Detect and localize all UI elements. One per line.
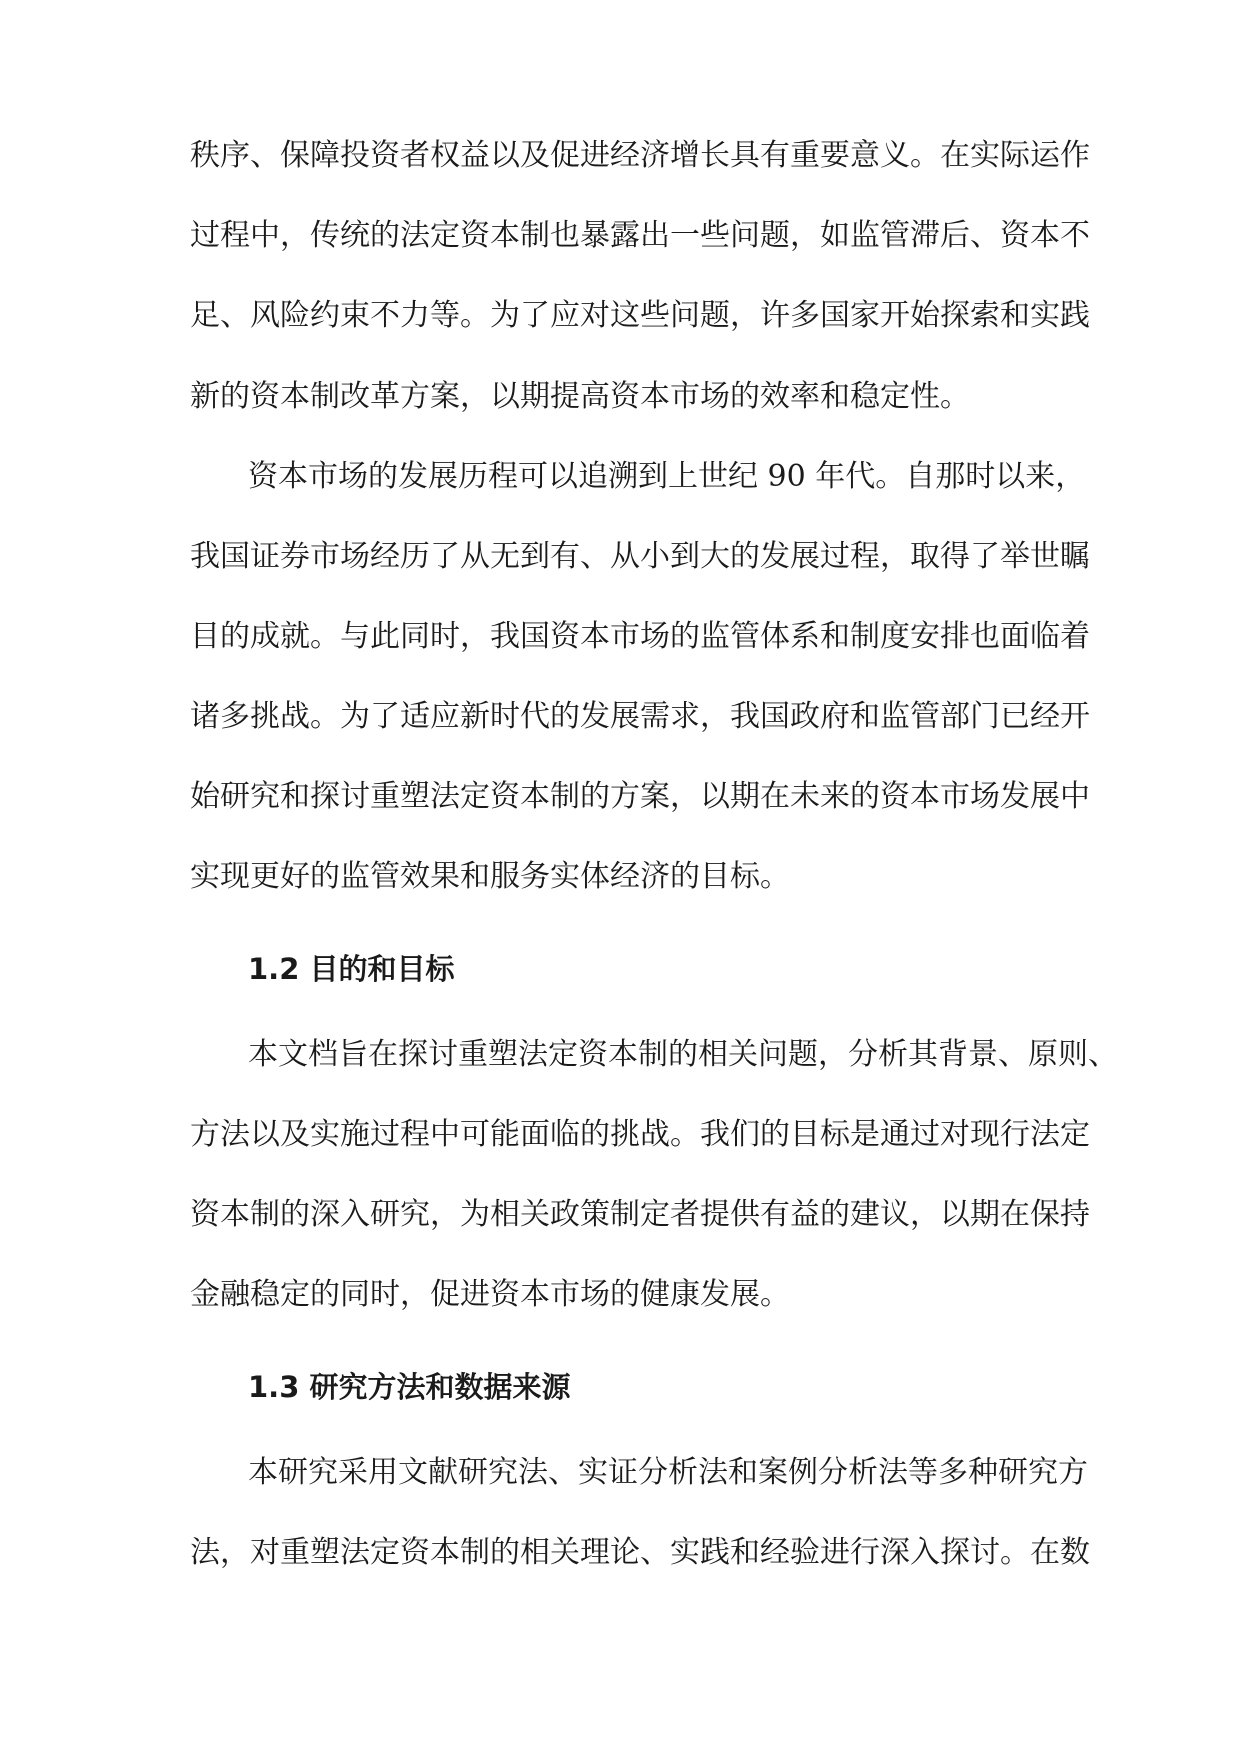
paragraph-1-line-2: 过程中，传统的法定资本制也暴露出一些问题，如监管滞后、资本不 bbox=[190, 218, 1090, 253]
paragraph-2-line-3: 目的成就。与此同时，我国资本市场的监管体系和制度安排也面临着 bbox=[190, 619, 1090, 654]
paragraph-1-line-3: 足、风险约束不力等。为了应对这些问题，许多国家开始探索和实践 bbox=[190, 298, 1090, 333]
paragraph-1-line-4: 新的资本制改革方案，以期提高资本市场的效率和稳定性。 bbox=[190, 379, 970, 414]
section-heading-1-3: 1.3 研究方法和数据来源 bbox=[248, 1370, 571, 1404]
section-1-2-line-4: 金融稳定的同时，促进资本市场的健康发展。 bbox=[190, 1277, 790, 1312]
paragraph-2-line-2: 我国证券市场经历了从无到有、从小到大的发展过程，取得了举世瞩 bbox=[190, 539, 1090, 574]
section-heading-1-2: 1.2 目的和目标 bbox=[248, 952, 455, 986]
paragraph-2-line-4: 诸多挑战。为了适应新时代的发展需求，我国政府和监管部门已经开 bbox=[190, 699, 1090, 734]
section-1-3-line-1: 本研究采用文献研究法、实证分析法和案例分析法等多种研究方 bbox=[248, 1455, 1088, 1490]
section-1-2-line-2: 方法以及实施过程中可能面临的挑战。我们的目标是通过对现行法定 bbox=[190, 1117, 1090, 1152]
section-1-2-line-1: 本文档旨在探讨重塑法定资本制的相关问题，分析其背景、原则、 bbox=[248, 1037, 1118, 1072]
paragraph-2-line-5: 始研究和探讨重塑法定资本制的方案，以期在未来的资本市场发展中 bbox=[190, 779, 1090, 814]
section-1-3-line-2: 法，对重塑法定资本制的相关理论、实践和经验进行深入探讨。在数 bbox=[190, 1535, 1090, 1570]
section-1-2-line-3: 资本制的深入研究，为相关政策制定者提供有益的建议，以期在保持 bbox=[190, 1197, 1090, 1232]
paragraph-2-line-1: 资本市场的发展历程可以追溯到上世纪 90 年代。自那时以来， bbox=[248, 459, 1086, 494]
paragraph-2-line-6: 实现更好的监管效果和服务实体经济的目标。 bbox=[190, 859, 790, 894]
paragraph-1-line-1: 秩序、保障投资者权益以及促进经济增长具有重要意义。在实际运作 bbox=[190, 138, 1090, 173]
